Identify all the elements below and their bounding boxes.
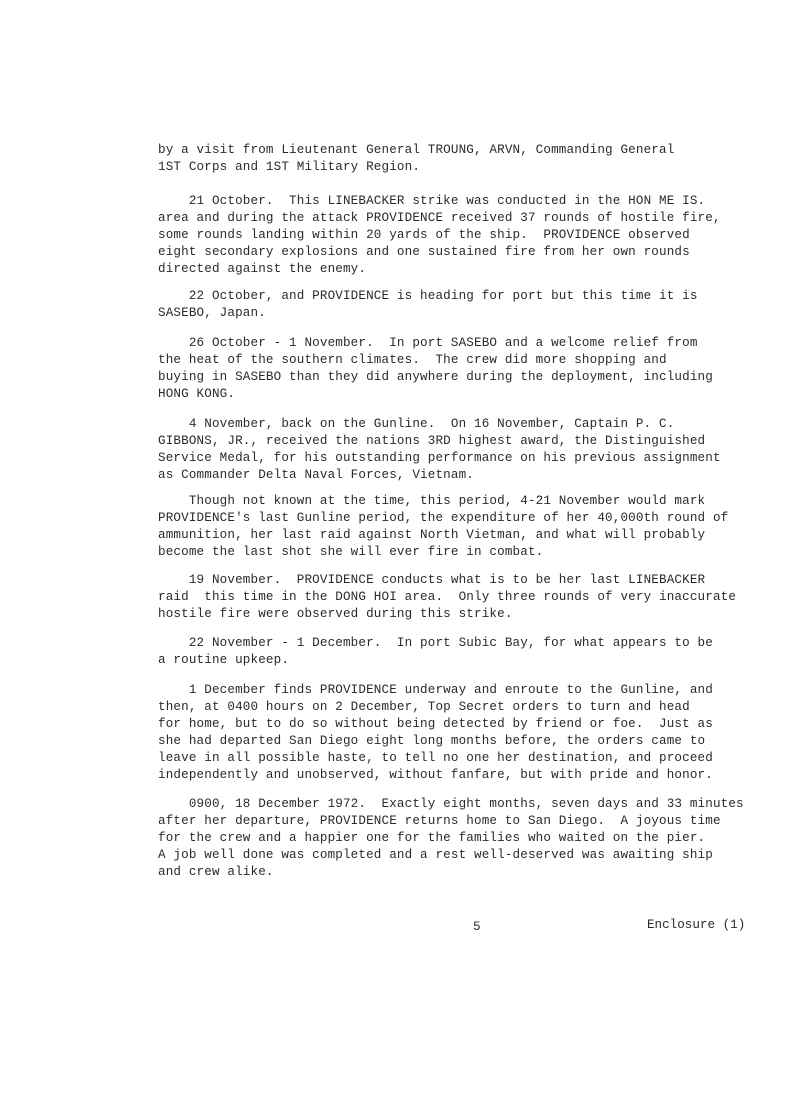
paragraph-1-line-2: 1ST Corps and 1ST Military Region. [158,160,421,174]
paragraph-9-line-2: then, at 0400 hours on 2 December, Top Secret orders to turn and head [158,700,690,714]
paragraph-9-line-1: 1 December finds PROVIDENCE underway and enroute to the Gunline, and [158,683,713,697]
paragraph-7-line-2: raid this time in the DONG HOI area. Only three rounds of very inaccurate [158,590,737,604]
paragraph-7-line-3: hostile fire were observed during this strike. [158,607,513,621]
paragraph-6-line-1: Though not known at the time, this period, 4-21 November would mark [158,494,706,508]
page-number: 5 [473,920,481,934]
paragraph-2-line-1: 21 October. This LINEBACKER strike was conducted in the HON ME IS. [158,194,706,208]
paragraph-4-line-4: HONG KONG. [158,387,236,401]
paragraph-3-line-2: SASEBO, Japan. [158,306,266,320]
paragraph-5-line-4: as Commander Delta Naval Forces, Vietnam. [158,468,475,482]
paragraph-6-line-2: PROVIDENCE's last Gunline period, the expenditure of her 40,000th round of [158,511,729,525]
paragraph-5-line-1: 4 November, back on the Gunline. On 16 November, Captain P. C. [158,417,675,431]
paragraph-2-line-4: eight secondary explosions and one sustained fire from her own rounds [158,245,690,259]
paragraph-1-line-1: by a visit from Lieutenant General TROUNG, ARVN, Commanding General [158,143,675,157]
paragraph-8-line-1: 22 November - 1 December. In port Subic Bay, for what appears to be [158,636,713,650]
paragraph-10-line-3: for the crew and a happier one for the families who waited on the pier. [158,831,706,845]
paragraph-2-line-5: directed against the enemy. [158,262,367,276]
paragraph-10-line-4: A job well done was completed and a rest well-deserved was awaiting ship [158,848,713,862]
paragraph-2-line-3: some rounds landing within 20 yards of the ship. PROVIDENCE observed [158,228,690,242]
paragraph-9-line-3: for home, but to do so without being detected by friend or foe. Just as [158,717,713,731]
paragraph-7-line-1: 19 November. PROVIDENCE conducts what is to be her last LINEBACKER [158,573,706,587]
paragraph-5-line-2: GIBBONS, JR., received the nations 3RD highest award, the Distinguished [158,434,706,448]
paragraph-10-line-2: after her departure, PROVIDENCE returns home to San Diego. A joyous time [158,814,721,828]
paragraph-9-line-4: she had departed San Diego eight long months before, the orders came to [158,734,706,748]
paragraph-2-line-2: area and during the attack PROVIDENCE received 37 rounds of hostile fire, [158,211,721,225]
paragraph-9-line-5: leave in all possible haste, to tell no one her destination, and proceed [158,751,713,765]
paragraph-3-line-1: 22 October, and PROVIDENCE is heading for port but this time it is [158,289,698,303]
paragraph-4-line-2: the heat of the southern climates. The crew did more shopping and [158,353,667,367]
paragraph-5-line-3: Service Medal, for his outstanding performance on his previous assignment [158,451,721,465]
paragraph-4-line-1: 26 October - 1 November. In port SASEBO and a welcome relief from [158,336,698,350]
paragraph-4-line-3: buying in SASEBO than they did anywhere during the deployment, including [158,370,713,384]
paragraph-10-line-5: and crew alike. [158,865,274,879]
paragraph-8-line-2: a routine upkeep. [158,653,290,667]
paragraph-6-line-3: ammunition, her last raid against North Vietman, and what will probably [158,528,706,542]
enclosure-label: Enclosure (1) [647,918,746,932]
paragraph-6-line-4: become the last shot she will ever fire in combat. [158,545,544,559]
paragraph-10-line-1: 0900, 18 December 1972. Exactly eight months, seven days and 33 minutes [158,797,744,811]
paragraph-9-line-6: independently and unobserved, without fanfare, but with pride and honor. [158,768,713,782]
